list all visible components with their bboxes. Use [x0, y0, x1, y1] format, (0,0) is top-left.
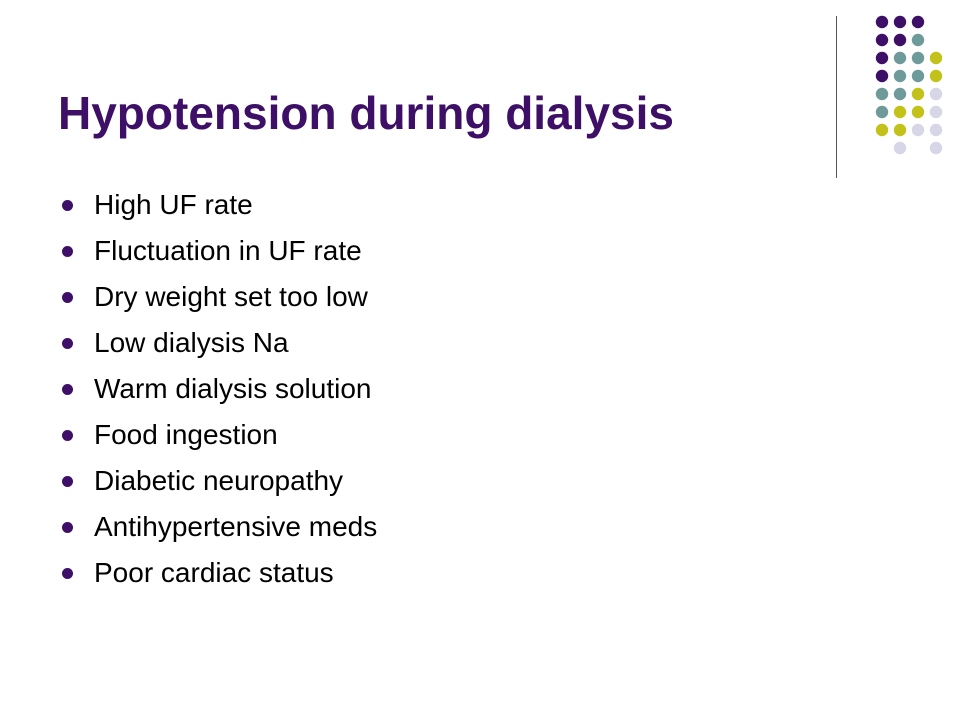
- decorative-dot-purple: [894, 16, 906, 28]
- decorative-dot-teal: [894, 88, 906, 100]
- decorative-dot-lime: [876, 124, 888, 136]
- decorative-dot-lavender: [912, 124, 924, 136]
- decorative-dot-purple: [912, 16, 924, 28]
- bullet-item: [62, 460, 377, 506]
- decorative-dot-purple: [894, 34, 906, 46]
- bullet-dot-icon: [62, 476, 73, 487]
- decorative-dot-lavender: [894, 142, 906, 154]
- bullet-dot-icon: [62, 200, 73, 211]
- bullet-dot-icon: [62, 522, 73, 533]
- bullet-text: Warm dialysis solution: [94, 373, 372, 404]
- bullet-text: High UF rate: [94, 189, 253, 220]
- decorative-dot-teal: [894, 52, 906, 64]
- decorative-dot-lime: [894, 106, 906, 118]
- bullet-text: Fluctuation in UF rate: [94, 235, 362, 266]
- bullet-text: Antihypertensive meds: [94, 511, 378, 542]
- bullet-dot-icon: [62, 338, 73, 349]
- decorative-dot-purple: [876, 70, 888, 82]
- decorative-dot-lime: [912, 88, 924, 100]
- decorative-dot-purple: [876, 52, 888, 64]
- bullet-item: [62, 506, 377, 552]
- vertical-divider: [836, 16, 837, 178]
- bullet-item: [62, 276, 377, 322]
- bullet-text: Poor cardiac status: [94, 557, 334, 588]
- decorative-dot-teal: [912, 52, 924, 64]
- bullet-item: [62, 230, 377, 276]
- decorative-dot-teal: [912, 34, 924, 46]
- bullet-dot-icon: [62, 568, 73, 579]
- bullet-item: [62, 414, 377, 460]
- decorative-dot-lime: [930, 70, 942, 82]
- bullet-dot-icon: [62, 384, 73, 395]
- decorative-dot-teal: [876, 88, 888, 100]
- bullet-item: [62, 184, 377, 230]
- bullet-text: Low dialysis Na: [94, 327, 289, 358]
- decorative-dot-purple: [876, 16, 888, 28]
- decorative-dot-lavender: [930, 106, 942, 118]
- bullet-text: Diabetic neuropathy: [94, 465, 344, 496]
- bullet-list: [62, 184, 377, 598]
- decorative-dot-lime: [912, 106, 924, 118]
- decorative-dot-lavender: [930, 124, 942, 136]
- decorative-dot-lime: [930, 52, 942, 64]
- decorative-dot-lavender: [930, 88, 942, 100]
- decorative-dot-teal: [876, 106, 888, 118]
- bullet-item: [62, 552, 377, 598]
- bullet-dot-icon: [62, 430, 73, 441]
- decorative-dot-teal: [912, 70, 924, 82]
- bullet-text: Dry weight set too low: [94, 281, 368, 312]
- decorative-dot-purple: [876, 34, 888, 46]
- bullet-dot-icon: [62, 246, 73, 257]
- decorative-dot-teal: [894, 70, 906, 82]
- decorative-dot-lime: [894, 124, 906, 136]
- slide-title: Hypotension during dialysis: [58, 87, 674, 139]
- bullet-item: [62, 322, 377, 368]
- decorative-dot-lavender: [930, 142, 942, 154]
- bullet-dot-icon: [62, 292, 73, 303]
- bullet-text: Food ingestion: [94, 419, 278, 450]
- bullet-item: [62, 368, 377, 414]
